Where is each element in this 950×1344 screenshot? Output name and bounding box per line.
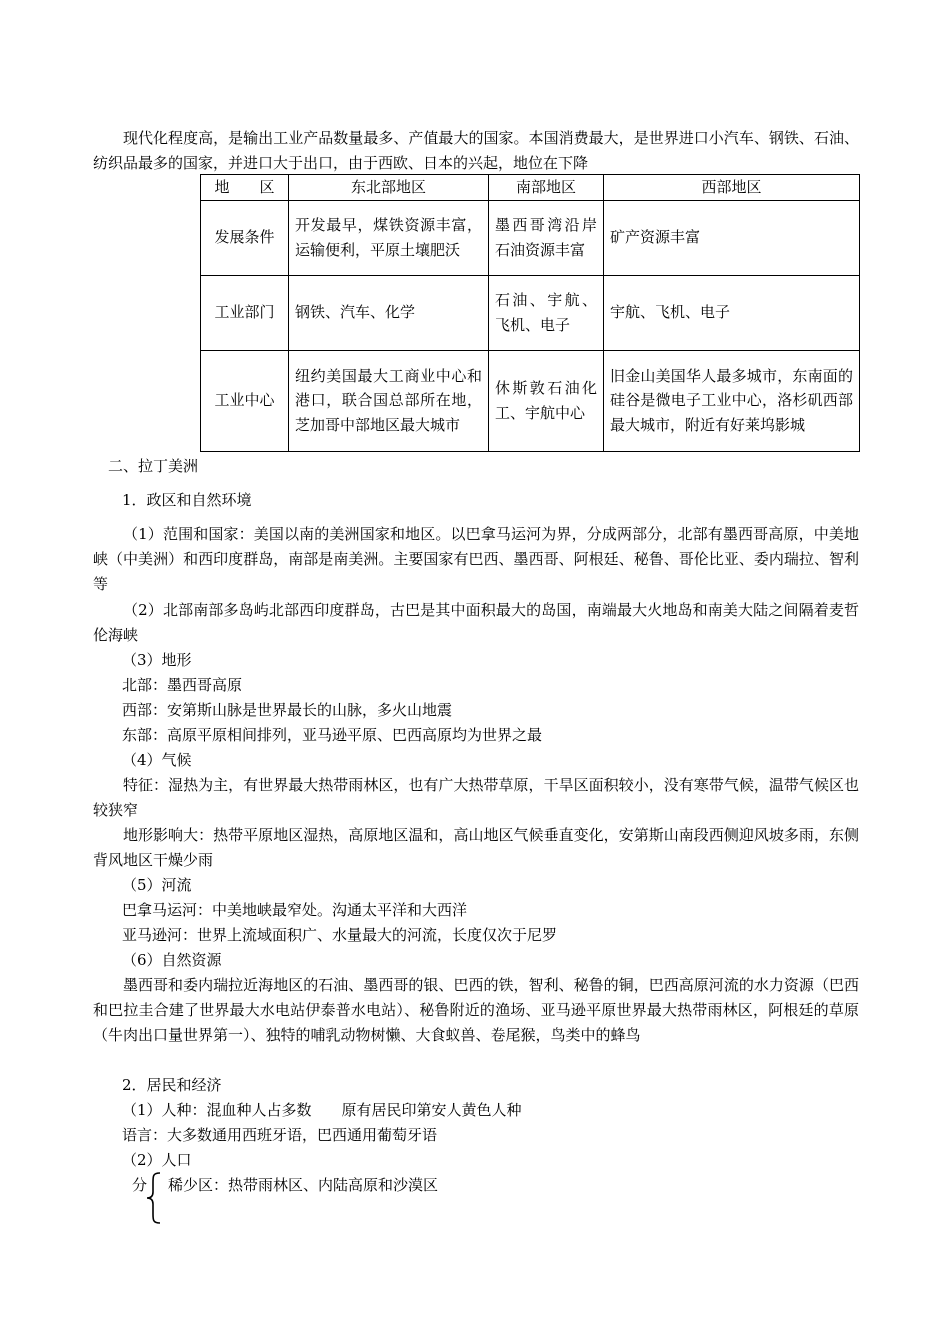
terrain-east: 东部：高原平原相间排列，亚马逊平原、巴西高原均为世界之最 <box>122 726 543 744</box>
resources-paragraph: 墨西哥和委内瑞拉近海地区的石油、墨西哥的银、巴西的铁，智利、秘鲁的铜，巴西高原河流的水力资源（巴西和巴拉圭合建了世界最大水电站伊泰普水电站）、秘鲁附近的渔场、亚马逊平原世界最大热带雨林区，阿根廷的草原（牛肉出口量世界第一）、独特的哺乳动物树懒、大食蚁兽、卷尾猴，鸟类中的蜂鸟 <box>93 976 859 1044</box>
table-header-cell: 东北部地区 <box>289 175 489 201</box>
intro-line-1: 现代化程度高，是输出工业产品数量最多、产值最大的国家。本国消费最大，是世界进口小汽车、 <box>123 129 769 147</box>
paragraph-scope: （1）范围和国家：美国以南的美洲国家和地区。以巴拿马运河为界，分成两部分，北部有墨西哥高原，中美地峡（中美洲）和西印度群岛，南部是南美洲。主要国家有巴西、墨西哥、阿根廷、秘鲁、哥伦比亚、委内瑞拉、智利等 <box>93 525 859 593</box>
sparse-population-area: 稀少区：热带雨林区、内陆高原和沙漠区 <box>168 1176 439 1194</box>
item-rivers: （5）河流 <box>122 876 192 894</box>
us-regions-table <box>200 174 860 452</box>
item-population: （2）人口 <box>122 1151 192 1169</box>
row-header: 发展条件 <box>201 200 289 275</box>
table-cell: 石油、宇航、飞机、电子 <box>489 275 604 350</box>
item-climate: （4）气候 <box>122 751 192 769</box>
row-header: 工业中心 <box>201 350 289 451</box>
item-race: （1）人种：混血种人占多数 原有居民印第安人黄色人种 <box>122 1101 522 1119</box>
intro-paragraph <box>93 126 859 176</box>
row-header: 工业部门 <box>201 275 289 350</box>
climate-feature: 特征：湿热为主，有世界最大热带雨林区，也有广大热带草原，干旱区面积较小，没有寒带气候，温带气候区也较狭窄 <box>93 776 859 819</box>
table-row <box>201 200 860 275</box>
subheading-population-economy: 2．居民和经济 <box>122 1076 222 1094</box>
table-row <box>201 350 860 451</box>
section-heading-latin-america: 二、拉丁美洲 <box>108 457 199 475</box>
table-cell: 旧金山美国华人最多城市，东南面的硅谷是微电子工业中心，洛杉矶西部最大城市，附近有好莱坞影城 <box>604 350 860 451</box>
table-header-row <box>201 175 860 201</box>
paragraph-islands: （2）北部南部多岛屿北部西印度群岛，古巴是其中面积最大的岛国，南端最大火地岛和南美大陆之间隔着麦哲伦海峡 <box>93 601 859 644</box>
table-cell: 钢铁、汽车、化学 <box>289 275 489 350</box>
language-line: 语言：大多数通用西班牙语，巴西通用葡萄牙语 <box>122 1126 438 1144</box>
item-resources: （6）自然资源 <box>122 951 222 969</box>
distribution-label: 分 <box>132 1176 148 1194</box>
item-terrain: （3）地形 <box>122 651 192 669</box>
table-cell: 宇航、飞机、电子 <box>604 275 860 350</box>
panama-canal: 巴拿马运河：中美地峡最窄处。沟通太平洋和大西洋 <box>122 901 468 919</box>
subheading-politics-nature: 1．政区和自然环境 <box>122 491 252 509</box>
table-cell: 墨西哥湾沿岸石油资源丰富 <box>489 200 604 275</box>
climate-terrain-effect: 地形影响大：热带平原地区湿热，高原地区温和，高山地区气候垂直变化，安第斯山南段西侧迎风坡多雨，东侧背风地区干燥少雨 <box>93 826 859 869</box>
table-cell: 开发最早，煤铁资源丰富，运输便利，平原土壤肥沃 <box>289 200 489 275</box>
terrain-north: 北部：墨西哥高原 <box>122 676 243 694</box>
table-header-cell: 南部地区 <box>489 175 604 201</box>
table-cell: 休斯敦石油化工、宇航中心 <box>489 350 604 451</box>
table-header-cell: 西部地区 <box>604 175 860 201</box>
table-cell: 纽约美国最大工商业中心和港口，联合国总部所在地，芝加哥中部地区最大城市 <box>289 350 489 451</box>
table-cell: 矿产资源丰富 <box>604 200 860 275</box>
curly-brace-icon <box>146 1172 162 1224</box>
terrain-west: 西部：安第斯山脉是世界最长的山脉，多火山地震 <box>122 701 453 719</box>
intro-line-2: 钢铁、石油、纺织品最多的国家，并进口大于出口，由于西欧、日本的兴起，地位在下降 <box>93 129 859 172</box>
table-row <box>201 275 860 350</box>
table-header-cell: 地 区 <box>201 175 289 201</box>
amazon-river: 亚马逊河：世界上流域面积广、水量最大的河流，长度仅次于尼罗 <box>122 926 558 944</box>
